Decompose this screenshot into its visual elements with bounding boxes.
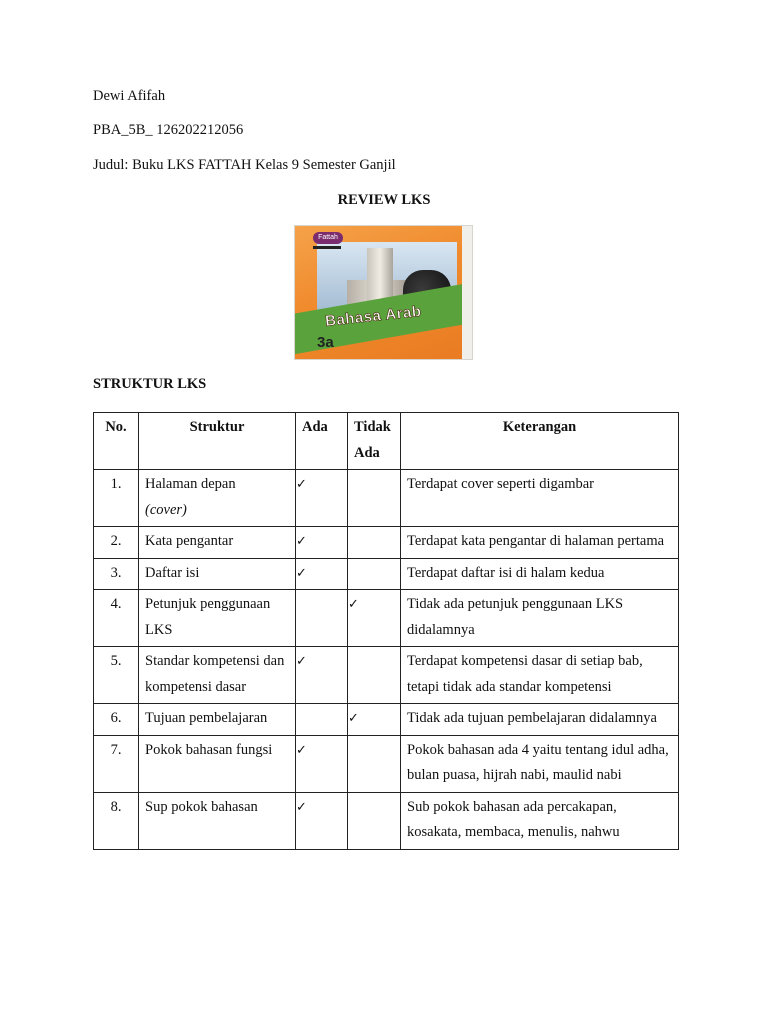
check-tidak-ada xyxy=(348,527,401,559)
struktur-note: (cover) xyxy=(145,501,187,518)
struktur-label: Petunjuk penggunaan LKS xyxy=(145,596,271,638)
check-tidak-ada xyxy=(348,647,401,704)
check-tidak-ada xyxy=(348,558,401,590)
row-number: 6. xyxy=(94,704,139,736)
book-title-line: Judul: Buku LKS FATTAH Kelas 9 Semester Ganjil xyxy=(93,157,396,173)
check-ada: ✓ xyxy=(296,792,348,849)
struktur-label: Pokok bahasan fungsi xyxy=(145,741,273,758)
check-ada: ✓ xyxy=(296,470,348,527)
row-struktur xyxy=(139,470,296,527)
col-header-keterangan: Keterangan xyxy=(401,413,679,470)
struktur-label: Daftar isi xyxy=(145,564,200,581)
row-keterangan: Terdapat daftar isi di halam kedua xyxy=(401,558,679,590)
row-number: 1. xyxy=(94,470,139,527)
table-row xyxy=(94,792,679,849)
table-row xyxy=(94,735,679,792)
check-tidak-ada: ✓ xyxy=(348,704,401,736)
table-header-row xyxy=(94,413,679,470)
table-row xyxy=(94,647,679,704)
row-struktur xyxy=(139,792,296,849)
row-keterangan: Sub pokok bahasan ada percakapan, kosakata, membaca, menulis, nahwu xyxy=(401,792,679,849)
row-number: 5. xyxy=(94,647,139,704)
check-tidak-ada: ✓ xyxy=(348,590,401,647)
table-row xyxy=(94,558,679,590)
cover-number: 3a xyxy=(317,334,334,351)
row-keterangan: Terdapat kata pengantar di halaman pertama xyxy=(401,527,679,559)
struktur-label: Sup pokok bahasan xyxy=(145,798,258,815)
page-title: REVIEW LKS xyxy=(337,192,431,208)
row-struktur xyxy=(139,647,296,704)
check-tidak-ada xyxy=(348,792,401,849)
check-tidak-ada xyxy=(348,735,401,792)
row-struktur xyxy=(139,704,296,736)
table-row xyxy=(94,527,679,559)
table-row xyxy=(94,590,679,647)
publisher-logo: Fattah xyxy=(313,232,343,244)
table-row xyxy=(94,470,679,527)
check-ada: ✓ xyxy=(296,558,348,590)
row-number: 3. xyxy=(94,558,139,590)
structure-table xyxy=(93,412,679,850)
row-number: 8. xyxy=(94,792,139,849)
check-ada: ✓ xyxy=(296,527,348,559)
row-number: 4. xyxy=(94,590,139,647)
check-tidak-ada xyxy=(348,470,401,527)
col-header-no: No. xyxy=(94,413,139,470)
row-struktur xyxy=(139,558,296,590)
row-number: 7. xyxy=(94,735,139,792)
section-title: STRUKTUR LKS xyxy=(93,376,207,392)
row-number: 2. xyxy=(94,527,139,559)
student-id: PBA_5B_ 126202212056 xyxy=(93,122,244,138)
check-ada: ✓ xyxy=(296,647,348,704)
row-keterangan: Tidak ada tujuan pembelajaran didalamnya xyxy=(401,704,679,736)
author-name: Dewi Afifah xyxy=(93,88,166,104)
row-keterangan: Pokok bahasan ada 4 yaitu tentang idul adha, bulan puasa, hijrah nabi, maulid nabi xyxy=(401,735,679,792)
check-ada: ✓ xyxy=(296,735,348,792)
struktur-label: Standar kompetensi dan kompetensi dasar xyxy=(145,653,285,695)
row-struktur xyxy=(139,527,296,559)
row-keterangan: Terdapat cover seperti digambar xyxy=(401,470,679,527)
row-keterangan: Terdapat kompetensi dasar di setiap bab, tetapi tidak ada standar kompetensi xyxy=(401,647,679,704)
check-ada xyxy=(296,704,348,736)
cover-title: Bahasa Arab xyxy=(324,302,423,331)
check-ada xyxy=(296,590,348,647)
row-keterangan: Tidak ada petunjuk penggunaan LKS didalamnya xyxy=(401,590,679,647)
col-header-tidak-ada: Tidak Ada xyxy=(348,413,401,470)
struktur-label: Halaman depan xyxy=(145,476,236,492)
col-header-struktur: Struktur xyxy=(139,413,296,470)
row-struktur xyxy=(139,735,296,792)
col-header-ada: Ada xyxy=(296,413,348,470)
struktur-label: Tujuan pembelajaran xyxy=(145,710,268,726)
table-row xyxy=(94,704,679,736)
struktur-label: Kata pengantar xyxy=(145,533,234,549)
book-cover-image xyxy=(295,226,472,359)
row-struktur xyxy=(139,590,296,647)
